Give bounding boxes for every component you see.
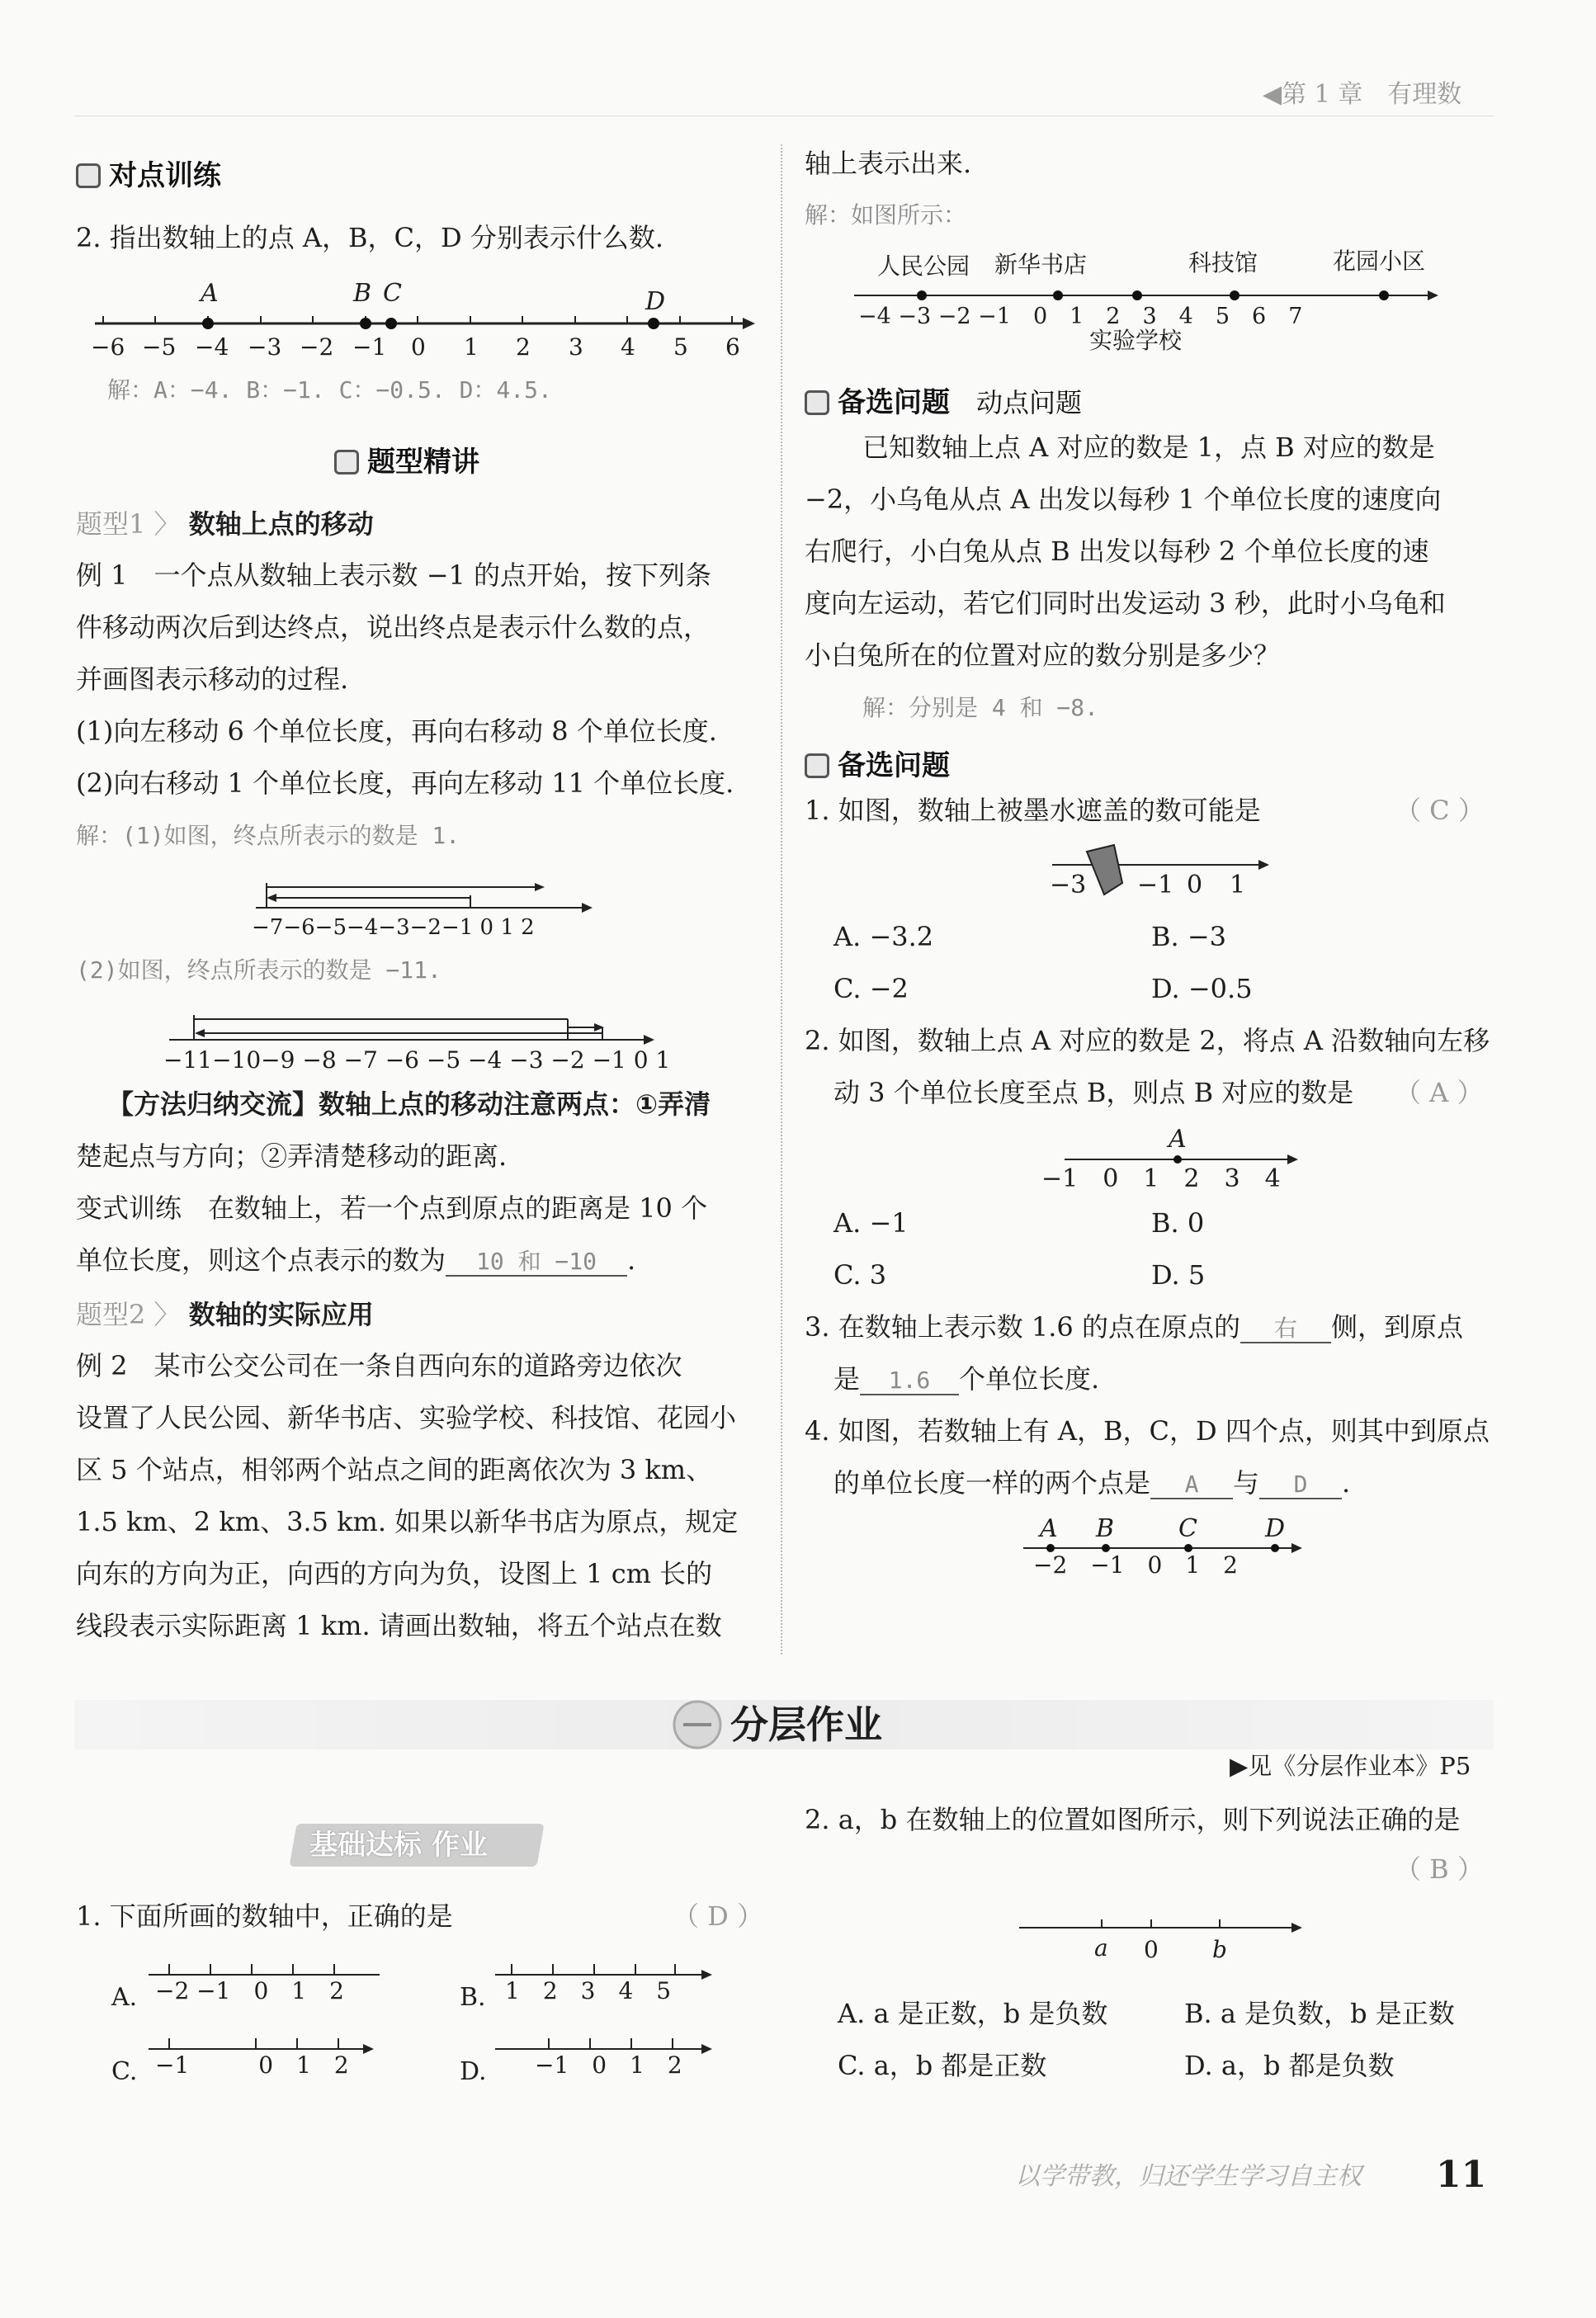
- example1-answer1: 解：(1)如图，终点所表示的数是 1.: [76, 822, 460, 849]
- q1-option-d: D. −0.5: [1151, 973, 1253, 1004]
- example2-answer: 解：如图所示：: [805, 201, 967, 229]
- hw-q2-option-b: B. a 是负数，b 是正数: [1184, 1998, 1455, 2029]
- example1-answer2: (2)如图，终点所表示的数是 −11.: [76, 956, 441, 984]
- variant-line1: 变式训练 在数轴上，若一个点到原点的距离是 10 个: [76, 1192, 708, 1224]
- backup2-q2-line2: 动 3 个单位长度至点 B，则点 B 对应的数是: [833, 1077, 1354, 1108]
- svg-text:B: B: [353, 279, 372, 308]
- example1-line3: 并画图表示移动的过程.: [76, 663, 349, 695]
- variant-answer: 10 和 −10: [446, 1249, 627, 1277]
- example1-line2: 件移动两次后到达终点，说出终点是表示什么数的点，: [76, 611, 711, 643]
- svg-text:−3: −3: [248, 333, 282, 361]
- svg-text:A: A: [1169, 1125, 1187, 1154]
- question-2-answer: 解：A：−4. B：−1. C：−0.5. D：4.5.: [107, 376, 552, 404]
- question-2: 2. 指出数轴上的点 A，B，C，D 分别表示什么数.: [76, 222, 663, 253]
- svg-text:A.: A.: [111, 1983, 138, 2012]
- q4-answer-1: A: [1150, 1471, 1233, 1499]
- example1-part2: (2)向右移动 1 个单位长度，再向左移动 11 个单位长度.: [76, 767, 734, 799]
- chapter-header: ◀第 1 章 有理数: [1263, 80, 1462, 109]
- svg-text:−4: −4: [195, 333, 229, 361]
- variant-line2: 单位长度，则这个点表示的数为 10 和 −10 .: [76, 1244, 636, 1276]
- svg-text:−1 0 1 2 3 4: −1 0 1 2 3 4: [1041, 1164, 1281, 1193]
- q2-option-a: A. −1: [833, 1207, 909, 1239]
- q4-answer-2: D: [1259, 1471, 1342, 1499]
- method-line2: 楚起点与方向；②弄清楚移动的距离.: [76, 1140, 508, 1172]
- q2-option-c: C. 3: [833, 1259, 887, 1291]
- svg-text:−3: −3: [1050, 871, 1087, 899]
- svg-text:2: 2: [516, 333, 531, 361]
- backup2-q3-line1: 3. 在数轴上表示数 1.6 的点在原点的 右 侧，到原点: [805, 1311, 1463, 1343]
- q1-option-a: A. −3.2: [833, 921, 934, 952]
- backup2-q4-line2: 的单位长度一样的两个点是 A 与 D .: [833, 1467, 1351, 1499]
- hw-q2-option-c: C. a，b 都是正数: [838, 2050, 1047, 2081]
- backup1-answer: 解：分别是 4 和 −8.: [862, 694, 1099, 721]
- homework-reference: ▶见《分层作业本》P5: [1230, 1752, 1471, 1780]
- svg-text:C: C: [1178, 1514, 1197, 1543]
- homework-q1-answer: （ D ）: [673, 1900, 764, 1932]
- station-label: 实验学校: [1089, 327, 1183, 354]
- svg-text:0: 0: [411, 333, 426, 361]
- q1-option-b: B. −3: [1151, 921, 1227, 952]
- book-icon: [334, 450, 359, 474]
- option-c-axis: [149, 2038, 363, 2049]
- q3-answer-distance: 1.6: [860, 1367, 959, 1395]
- section-title-types: 题型精讲: [334, 439, 479, 479]
- backup2-q2-answer: （ A ）: [1395, 1077, 1484, 1108]
- book-icon: [805, 753, 829, 778]
- hw-q2-option-a: A. a 是正数，b 是负数: [838, 1998, 1108, 2029]
- example2-continued: 轴上表示出来.: [805, 148, 972, 179]
- backup2-q2-line1: 2. 如图，数轴上点 A 对应的数是 2，将点 A 沿数轴向左移: [805, 1025, 1490, 1056]
- backup1-line1: 已知数轴上点 A 对应的数是 1，点 B 对应的数是: [862, 432, 1435, 463]
- hw-q2-option-d: D. a，b 都是负数: [1184, 2050, 1395, 2081]
- column-divider: [781, 144, 782, 1655]
- svg-text:D: D: [645, 287, 666, 316]
- svg-text:−2: −2: [300, 333, 334, 361]
- homework-title: 分层作业: [730, 1702, 882, 1747]
- svg-text:A: A: [1040, 1514, 1058, 1543]
- backup1-line5: 小白兔所在的位置对应的数分别是多少？: [805, 640, 1281, 671]
- example1-part1: (1)向左移动 6 个单位长度，再向右移动 8 个单位长度.: [76, 715, 717, 747]
- svg-text:C.: C.: [111, 2057, 138, 2086]
- svg-text:D: D: [1265, 1514, 1286, 1543]
- example2-line2: 设置了人民公园、新华书店、实验学校、科技馆、花园小: [76, 1402, 737, 1433]
- station-label: 花园小区: [1333, 248, 1426, 275]
- svg-text:−2 −1 0 1 2: −2 −1 0 1 2: [1033, 1551, 1238, 1579]
- backup1-line3: 右爬行，小白兔从点 B 出发以每秒 2 个单位长度的速: [805, 536, 1429, 567]
- svg-text:−1: −1: [1137, 871, 1174, 899]
- section-title-backup1: 备选问题 动点问题: [805, 380, 1082, 420]
- svg-text:a: a: [1094, 1934, 1108, 1962]
- station-label: 新华书店: [994, 251, 1088, 278]
- station-label: 科技馆: [1188, 249, 1258, 276]
- svg-text:−5: −5: [142, 333, 177, 361]
- homework-q2-answer: （ B ）: [1395, 1853, 1484, 1885]
- svg-text:1: 1: [464, 333, 479, 361]
- svg-text:−1 0 1 2: −1 0 1 2: [535, 2051, 682, 2079]
- svg-text:0: 0: [1144, 1936, 1159, 1963]
- method-line1: 【方法归纳交流】数轴上点的移动注意两点：①弄清: [107, 1088, 711, 1120]
- example2-line3: 区 5 个站点，相邻两个站点之间的距离依次为 3 km、: [76, 1454, 713, 1485]
- svg-text:−1: −1: [352, 333, 387, 361]
- svg-text:−7−6−5−4−3−2−1 0 1 2: −7−6−5−4−3−2−1 0 1 2: [252, 915, 535, 940]
- backup2-q3-line2: 是 1.6 个单位长度.: [833, 1363, 1100, 1395]
- svg-text:B: B: [1096, 1514, 1115, 1543]
- option-d-axis: [495, 2038, 701, 2049]
- backup2-q1-answer: （ C ）: [1395, 795, 1485, 826]
- section-title-backup2: 备选问题: [805, 743, 950, 783]
- homework-q2: 2. a，b 在数轴上的位置如图所示，则下列说法正确的是: [805, 1804, 1461, 1835]
- svg-text:B.: B.: [460, 1983, 486, 2012]
- type1-heading: 题型1 〉 数轴上点的移动: [76, 508, 374, 540]
- svg-text:−4 −3 −2 −1 0 1 2 3 4 5 6 7: −4 −3 −2 −1 0 1 2 3 4 5 6 7: [858, 304, 1303, 329]
- q2-option-d: D. 5: [1151, 1259, 1206, 1291]
- level-badge: 基础达标 作业: [309, 1829, 488, 1862]
- svg-text:b: b: [1212, 1936, 1227, 1963]
- svg-text:C: C: [383, 279, 402, 308]
- ink-blot: [1087, 845, 1122, 895]
- section-title-practice: 对点训练: [76, 153, 221, 193]
- backup2-q4-line1: 4. 如图，若数轴上有 A，B，C，D 四个点，则其中到原点: [805, 1415, 1490, 1447]
- q3-answer-side: 右: [1240, 1315, 1331, 1343]
- svg-text:0: 0: [1187, 871, 1203, 899]
- backup1-line2: −2，小乌龟从点 A 出发以每秒 1 个单位长度的速度向: [805, 484, 1442, 515]
- option-a-axis: [149, 1964, 380, 1975]
- backup2-q1: 1. 如图，数轴上被墨水遮盖的数可能是: [805, 795, 1261, 826]
- svg-text:5: 5: [673, 333, 688, 361]
- backup1-line4: 度向左运动，若它们同时出发运动 3 秒，此时小乌龟和: [805, 588, 1446, 619]
- example2-line5: 向东的方向为正，向西的方向为负，设图上 1 cm 长的: [76, 1558, 713, 1589]
- q2-option-b: B. 0: [1151, 1207, 1205, 1239]
- svg-text:6: 6: [725, 333, 740, 361]
- q1-option-c: C. −2: [833, 973, 909, 1004]
- type2-heading: 题型2 〉 数轴的实际应用: [76, 1299, 374, 1330]
- svg-text:−11−10−9 −8 −7 −6 −5 −4 −3 −2: −11−10−9 −8 −7 −6 −5 −4 −3 −2 −1 0 1: [163, 1046, 671, 1074]
- svg-text:4: 4: [621, 333, 635, 361]
- svg-text:−2 −1 0 1 2: −2 −1 0 1 2: [155, 1977, 344, 2004]
- page-number: 11: [1436, 2154, 1487, 2196]
- svg-text:1: 1: [1230, 871, 1246, 899]
- option-b-axis: [495, 1964, 701, 1975]
- svg-text:A: A: [201, 279, 219, 308]
- footer-slogan: 以学带教，归还学生学习自主权: [1015, 2162, 1362, 2191]
- example1-line1: 例 1 一个点从数轴上表示数 −1 的点开始，按下列条: [76, 559, 712, 591]
- book-icon: [805, 390, 829, 415]
- station-label: 人民公园: [877, 253, 970, 280]
- example2-line6: 线段表示实际距离 1 km. 请画出数轴，将五个站点在数: [76, 1610, 722, 1641]
- svg-text:−6: −6: [91, 333, 125, 361]
- example2-line1: 例 2 某市公交公司在一条自西向东的道路旁边依次: [76, 1350, 682, 1381]
- svg-text:3: 3: [569, 333, 583, 361]
- svg-text:D.: D.: [460, 2057, 487, 2086]
- pencil-icon: [76, 163, 101, 188]
- svg-text:−1 0 1 2: −1 0 1 2: [155, 2051, 349, 2079]
- example2-line4: 1.5 km、2 km、3.5 km. 如果以新华书店为原点，规定: [76, 1506, 739, 1537]
- homework-q1: 1. 下面所画的数轴中，正确的是: [76, 1900, 453, 1932]
- svg-text:1 2 3 4 5: 1 2 3 4 5: [505, 1977, 672, 2004]
